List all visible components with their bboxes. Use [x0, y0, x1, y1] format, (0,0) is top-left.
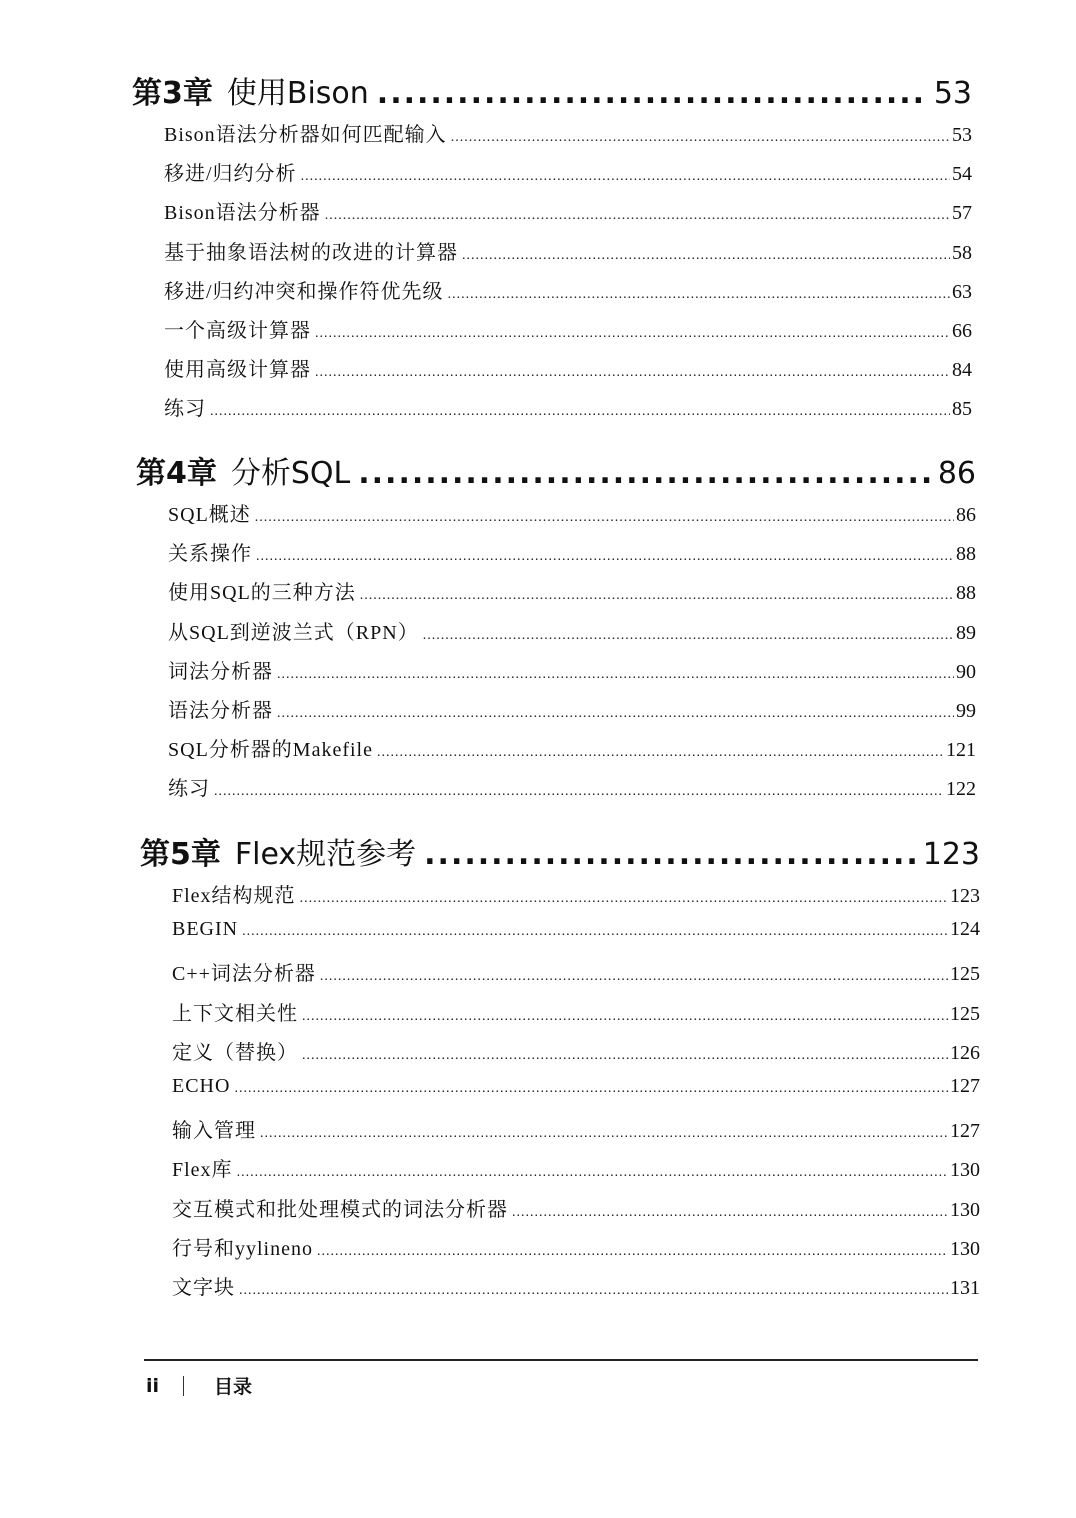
chapter-block [132, 68, 972, 432]
dot-leader [242, 924, 948, 940]
entry-page-number: 125 [950, 963, 980, 986]
entry-page-number: 90 [956, 660, 976, 683]
entry-page-number: 54 [952, 163, 972, 186]
entry-page-number: 85 [952, 398, 972, 421]
dot-leader [214, 784, 944, 800]
dot-leader [315, 326, 950, 342]
entry-page-number: 127 [950, 1120, 980, 1143]
entry-page-number: 126 [950, 1041, 980, 1064]
dot-leader [317, 1244, 948, 1260]
toc-entry[interactable] [164, 157, 972, 196]
chapter-block [136, 448, 976, 812]
entry-label: 交互模式和批处理模式的词法分析器 [172, 1198, 508, 1221]
entry-page-number: 121 [946, 739, 976, 762]
dot-leader [360, 588, 954, 604]
dot-leader [377, 76, 928, 111]
entry-page-number: 130 [950, 1159, 980, 1182]
entry-label: Flex结构规范 [172, 885, 296, 907]
entry-label: 移进/归约冲突和操作符优先级 [164, 280, 444, 303]
entry-page-number: 63 [952, 280, 972, 303]
entry-label: 行号和yylineno [172, 1237, 313, 1260]
entry-label: 基于抽象语法树的改进的计算器 [164, 241, 458, 264]
chapter-page-number: 53 [933, 76, 972, 111]
entry-label: 文字块 [172, 1276, 235, 1299]
entry-page-number: 88 [956, 543, 976, 566]
toc-entry[interactable] [164, 392, 972, 431]
dot-leader [302, 1009, 948, 1025]
chapter-title: 使用Bison [226, 76, 369, 111]
entry-label: Flex库 [172, 1159, 233, 1182]
dot-leader [448, 287, 950, 303]
chapter-heading[interactable] [140, 829, 980, 875]
entry-page-number: 124 [950, 918, 980, 941]
toc-entry[interactable] [168, 733, 976, 772]
dot-leader [512, 1205, 948, 1221]
entry-page-number: 89 [956, 621, 976, 644]
dot-leader [277, 706, 954, 722]
footer-section-title: 目录 [214, 1376, 253, 1398]
toc-entry[interactable] [164, 275, 972, 314]
dot-leader [320, 969, 948, 985]
entry-page-number: 130 [950, 1237, 980, 1260]
dot-leader [256, 549, 954, 565]
chapter-page-number: 123 [922, 837, 980, 872]
entry-page-number: 86 [956, 504, 976, 526]
toc-entry[interactable] [164, 236, 972, 275]
toc-entry[interactable] [172, 879, 980, 918]
dot-leader [237, 1165, 948, 1181]
chapter-title: 分析SQL [230, 456, 351, 491]
entry-page-number: 123 [950, 885, 980, 907]
entry-page-number: 57 [952, 202, 972, 225]
footer-divider [144, 1359, 978, 1361]
entry-page-number: 130 [950, 1198, 980, 1221]
entry-page-number: 53 [952, 124, 972, 146]
section-list [172, 879, 980, 1310]
entry-label: SQL概述 [168, 504, 251, 526]
toc-entry[interactable] [168, 576, 976, 615]
entry-page-number: 127 [950, 1074, 980, 1097]
entry-label: 一个高级计算器 [164, 319, 311, 342]
entry-label: Bison语法分析器如何匹配输入 [164, 124, 447, 146]
entry-label: ECHO [172, 1074, 231, 1097]
chapter-page-number: 86 [937, 456, 976, 491]
dot-leader [451, 130, 950, 146]
footer-page-number: ii [146, 1374, 160, 1397]
section-list [164, 118, 972, 432]
entry-label: 练习 [164, 398, 206, 421]
toc-entry[interactable] [168, 655, 976, 694]
entry-label: 从SQL到逆波兰式（RPN） [168, 621, 419, 644]
dot-leader [301, 169, 950, 185]
entry-page-number: 84 [952, 359, 972, 382]
toc-entry[interactable] [172, 997, 980, 1036]
entry-label: 使用高级计算器 [164, 359, 311, 382]
toc-entry[interactable] [168, 772, 976, 811]
entry-label: Bison语法分析器 [164, 202, 321, 225]
chapter-heading[interactable] [136, 448, 976, 494]
entry-page-number: 99 [956, 699, 976, 722]
dot-leader [377, 745, 944, 761]
entry-label: 移进/归约分析 [164, 163, 297, 186]
toc-entry[interactable] [172, 1075, 980, 1114]
toc-entry[interactable] [172, 1153, 980, 1192]
entry-label: 语法分析器 [168, 699, 273, 722]
entry-label: 练习 [168, 778, 210, 801]
toc-entry[interactable] [168, 616, 976, 655]
entry-label: 定义（替换） [172, 1041, 298, 1064]
section-list [168, 498, 976, 812]
chapter-title: Flex规范参考 [234, 837, 417, 872]
toc-entry[interactable] [172, 957, 980, 996]
toc-entry[interactable] [164, 314, 972, 353]
entry-label: 输入管理 [172, 1120, 256, 1143]
dot-leader [423, 628, 954, 644]
toc-entry[interactable] [164, 118, 972, 157]
toc-entry[interactable] [172, 1114, 980, 1153]
entry-page-number: 88 [956, 582, 976, 605]
dot-leader [302, 1048, 948, 1064]
entry-label: 使用SQL的三种方法 [168, 582, 356, 605]
footer-separator [183, 1376, 184, 1396]
entry-page-number: 122 [946, 778, 976, 801]
toc-entry[interactable] [168, 498, 976, 537]
dot-leader [210, 404, 950, 420]
dot-leader [300, 891, 948, 907]
entry-label: 关系操作 [168, 543, 252, 566]
entry-page-number: 58 [952, 241, 972, 264]
entry-label: SQL分析器的Makefile [168, 739, 373, 762]
chapter-number: 第5章 [140, 837, 221, 872]
entry-page-number: 131 [950, 1276, 980, 1299]
chapter-heading[interactable] [132, 68, 972, 114]
dot-leader [358, 456, 932, 491]
toc-entry[interactable] [172, 918, 980, 957]
chapter-number: 第3章 [132, 76, 213, 111]
chapter-block [140, 829, 980, 1310]
dot-leader [260, 1126, 948, 1142]
dot-leader [325, 208, 950, 224]
dot-leader [239, 1283, 948, 1299]
toc-entry[interactable] [168, 694, 976, 733]
entry-label: 词法分析器 [168, 660, 273, 683]
chapter-number: 第4章 [136, 456, 217, 491]
dot-leader [424, 837, 917, 872]
entry-label: C++词法分析器 [172, 963, 316, 986]
entry-page-number: 66 [952, 319, 972, 342]
entry-label: 上下文相关性 [172, 1002, 298, 1025]
toc-entry[interactable] [164, 196, 972, 235]
toc-entry[interactable] [172, 1036, 980, 1075]
toc-entry[interactable] [172, 1193, 980, 1232]
entry-page-number: 125 [950, 1002, 980, 1025]
toc-entry[interactable] [164, 353, 972, 392]
toc-entry[interactable] [172, 1271, 980, 1310]
dot-leader [462, 248, 950, 264]
page-footer [146, 1372, 252, 1399]
toc-entry[interactable] [168, 537, 976, 576]
dot-leader [315, 365, 950, 381]
dot-leader [234, 1081, 948, 1097]
entry-label: BEGIN [172, 918, 239, 941]
dot-leader [255, 510, 954, 526]
toc-entry[interactable] [172, 1232, 980, 1271]
dot-leader [277, 667, 954, 683]
